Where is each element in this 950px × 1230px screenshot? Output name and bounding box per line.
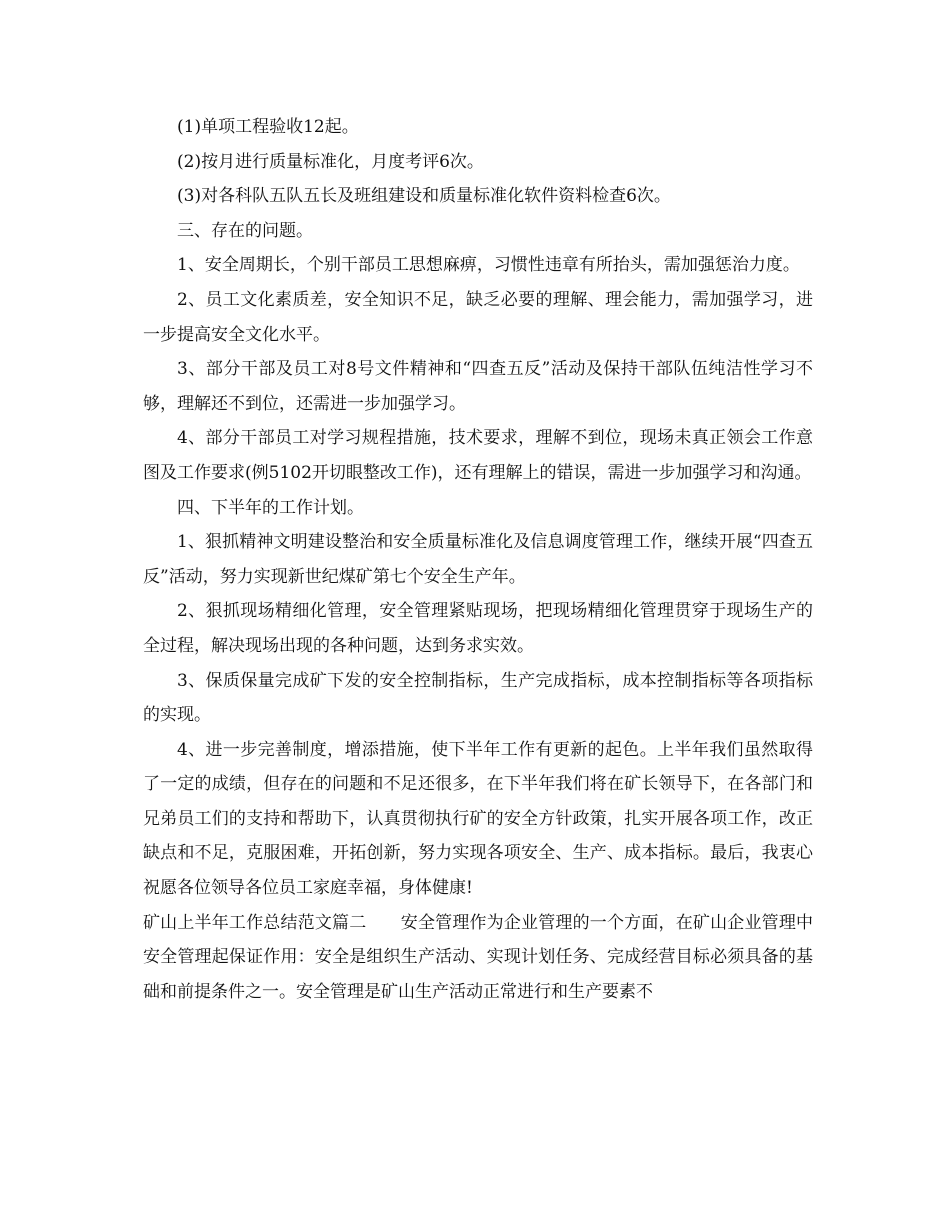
section-heading-problems: 三、存在的问题。 <box>177 220 313 241</box>
document-body <box>143 110 813 1009</box>
paragraph-problem-1: 1、安全周期长，个别干部员工思想麻痹，习惯性违章有所抬头，需加强惩治力度。 <box>177 255 800 276</box>
paragraph-plan-2: 2、狠抓现场精细化管理，安全管理紧贴现场，把现场精细化管理贯穿于现场生产的全过程，解决现场出现的各种问题，达到务求实效。 <box>143 601 813 656</box>
paragraph-problem-2: 2、员工文化素质差，安全知识不足，缺乏必要的理解、理会能力，需加强学习，进一步提高安全文化水平。 <box>143 289 813 345</box>
paragraph-plan-4: 4、进一步完善制度，增添措施，使下半年工作有更新的起色。上半年我们虽然取得了一定的成绩，但存在的问题和不足还很多，在下半年我们将在矿长领导下，在各部门和兄弟员工们的支持和帮助下，认真贯彻执行矿的安全方针政策，扎实开展各项工作，改正缺点和不足，克服困难，开拓创新，努力实现各项安全、生产、成本指标。最后，我衷心祝愿各位领导各位员工家庭幸福，身体健康! <box>143 739 813 899</box>
paragraph-plan-1: 1、狠抓精神文明建设整治和安全质量标准化及信息调度管理工作，继续开展“四查五反”活动，努力实现新世纪煤矿第七个安全生产年。 <box>143 532 813 587</box>
paragraph-article-two: 矿山上半年工作总结范文篇二 安全管理作为企业管理的一个方面，在矿山企业管理中安全管理起保证作用：安全是组织生产活动、实现计划任务、完成经营目标必须具备的基础和前提条件之一。安全管理是矿山生产活动正常进行和生产要素不 <box>143 912 813 1002</box>
paragraph-item-2: (2)按月进行质量标准化，月度考评6次。 <box>177 151 484 172</box>
paragraph-plan-3: 3、保质保量完成矿下发的安全控制指标，生产完成指标，成本控制指标等各项指标的实现。 <box>143 670 813 726</box>
paragraph-item-1: (1)单项工程验收12起。 <box>177 117 359 137</box>
section-heading-plan: 四、下半年的工作计划。 <box>177 497 364 518</box>
paragraph-problem-3: 3、部分干部及员工对8号文件精神和“四查五反”活动及保持干部队伍纯洁性学习不够，理解还不到位，还需进一步加强学习。 <box>143 359 813 414</box>
paragraph-problem-4: 4、部分干部员工对学习规程措施，技术要求，理解不到位，现场未真正领会工作意图及工作要求(例5102开切眼整改工作)，还有理解上的错误，需进一步加强学习和沟通。 <box>143 428 813 483</box>
paragraph-item-3: (3)对各科队五队五长及班组建设和质量标准化软件资料检查6次。 <box>177 186 671 207</box>
